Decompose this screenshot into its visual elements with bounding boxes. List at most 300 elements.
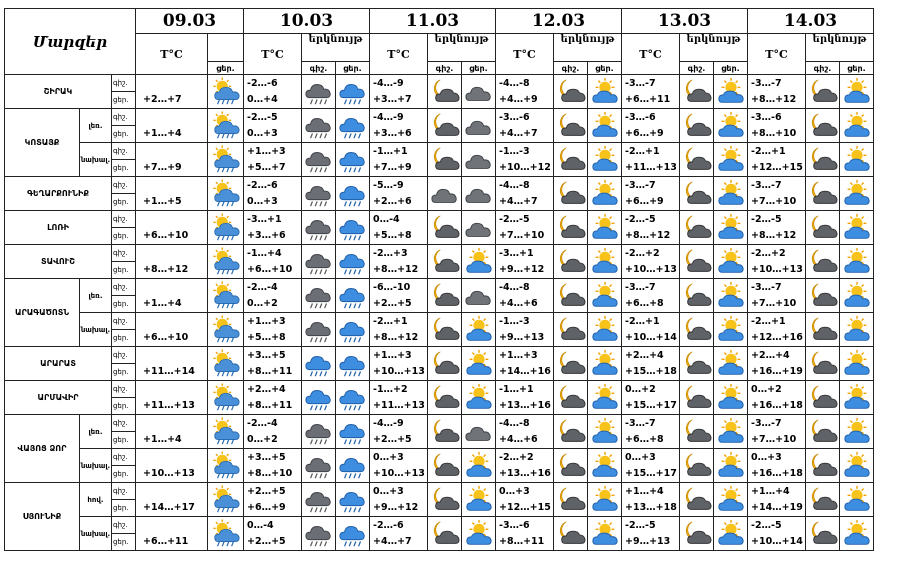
date-row: [5, 9, 874, 34]
night-temperature: -1…+1: [499, 383, 534, 395]
cloud-rain-icon: [336, 145, 369, 175]
day-temperature: +2…+5: [373, 433, 412, 445]
moon-cloud-icon: [680, 519, 713, 549]
day-temperature: +6…+9: [625, 195, 664, 207]
weather-icon-cell: [302, 381, 336, 415]
weather-icon-cell: [840, 347, 874, 381]
temperature-cell: [370, 211, 428, 245]
weather-icon-cell: [806, 381, 840, 415]
night-temperature: 0…-4: [247, 519, 274, 531]
daynight-labels: [112, 245, 136, 279]
region-name: ԱՐԱԳԱԾՈՏՆ: [5, 279, 80, 347]
dark-cloud-icon: [462, 111, 495, 141]
sun-cloud-icon: [714, 451, 747, 481]
sun-cloud-icon: [840, 145, 873, 175]
day-temperature: +8…+12: [373, 263, 419, 275]
moon-cloud-icon: [428, 281, 461, 311]
night-temperature: +1…+3: [499, 349, 538, 361]
sun-cloud-icon: [588, 417, 621, 447]
sun-cloud-icon: [714, 213, 747, 243]
day-label: ցեր.: [112, 465, 135, 482]
sun-cloud-icon: [462, 451, 495, 481]
temperature-cell: [622, 381, 680, 415]
weather-icon-cell: [554, 109, 588, 143]
weather-icon-cell: [680, 279, 714, 313]
weather-icon-cell: [336, 279, 370, 313]
moon-cloud-icon: [806, 77, 839, 107]
temperature-cell: [748, 143, 806, 177]
cloud-rain-icon: [336, 111, 369, 141]
weather-icon-cell: [428, 75, 462, 109]
weather-icon-cell: [428, 177, 462, 211]
night-temperature: +1…+3: [247, 145, 286, 157]
day-label: ցեր.: [112, 193, 135, 210]
sun-cloud-icon: [588, 315, 621, 345]
cloud-rain-icon: [336, 383, 369, 413]
night-temperature: -3…-7: [751, 281, 782, 293]
weather-icon-cell: [462, 245, 496, 279]
sun-cloud-icon: [588, 451, 621, 481]
night-temperature: -3…-7: [625, 281, 656, 293]
dark-cloud-icon: [462, 77, 495, 107]
night-temperature: 0…+3: [373, 485, 404, 497]
weather-icon-cell: [806, 517, 840, 551]
daynight-labels: [112, 211, 136, 245]
weather-icon-cell: [806, 449, 840, 483]
day-temperature: 0…+2: [247, 433, 278, 445]
day-temperature: +10…+12: [499, 161, 551, 173]
weather-icon-cell: [554, 517, 588, 551]
weather-icon-cell: [554, 177, 588, 211]
sun-cloud-icon: [462, 349, 495, 379]
sun-cloud-rain-icon: [208, 179, 243, 209]
night-label: գիշ.: [113, 521, 128, 529]
weather-icon-cell: [714, 143, 748, 177]
weather-icon-cell: [806, 483, 840, 517]
day-temperature: +9…+12: [373, 501, 419, 513]
moon-cloud-icon: [554, 179, 587, 209]
day-subheader: ցեր.: [588, 62, 622, 75]
region-name: ԳԵՂԱՐՔՈՒՆԻՔ: [5, 177, 112, 211]
table-row: [5, 313, 874, 347]
day-temperature: +16…+18: [751, 467, 803, 479]
region-name: ԱՐՄԱՎԻՐ: [5, 381, 112, 415]
moon-cloud-icon: [680, 145, 713, 175]
temperature-cell: [370, 415, 428, 449]
dark-cloud-icon: [462, 145, 495, 175]
night-temperature: -2…-5: [625, 213, 656, 225]
region-name: ՎԱՅՈՑ ՁՈՐ: [5, 415, 80, 483]
day-temperature: +3…+6: [247, 229, 286, 241]
moon-cloud-icon: [554, 281, 587, 311]
moon-cloud-icon: [554, 111, 587, 141]
cloud-rain-icon: [336, 179, 369, 209]
weather-icon-cell: [208, 177, 244, 211]
temperature-cell: [496, 143, 554, 177]
table-row: [5, 483, 874, 517]
dark-cloud-rain-icon: [302, 213, 335, 243]
day-temperature: +1…+4: [143, 127, 182, 139]
temperature-cell: [622, 449, 680, 483]
moon-cloud-icon: [554, 77, 587, 107]
moon-cloud-icon: [680, 111, 713, 141]
night-temperature: -4…-8: [499, 179, 530, 191]
day-temperature: +1…+5: [143, 195, 182, 207]
temperature-cell: [136, 313, 208, 347]
day-temperature: +3…+7: [373, 93, 412, 105]
temperature-cell: [496, 177, 554, 211]
day-subheader: ցեր.: [462, 62, 496, 75]
night-label: գիշ.: [113, 487, 128, 495]
day-temperature: +7…+10: [751, 297, 797, 309]
day-label: ցեր.: [112, 329, 135, 346]
temperature-cell: [136, 245, 208, 279]
weather-icon-cell: [840, 381, 874, 415]
weather-icon-cell: [840, 449, 874, 483]
moon-cloud-icon: [554, 383, 587, 413]
weather-icon-cell: [208, 109, 244, 143]
sun-cloud-icon: [714, 145, 747, 175]
night-temperature: -3…-6: [499, 111, 530, 123]
temperature-cell: [496, 279, 554, 313]
cloud-rain-icon: [302, 383, 335, 413]
moon-cloud-icon: [680, 77, 713, 107]
moon-cloud-icon: [428, 383, 461, 413]
temperature-cell: [136, 347, 208, 381]
day-label: ցեր.: [112, 397, 135, 414]
day-temperature: +14…+16: [499, 365, 551, 377]
temperature-cell: [748, 415, 806, 449]
sun-cloud-rain-icon: [208, 315, 243, 345]
night-temperature: -4…-9: [373, 77, 404, 89]
day-temperature: +13…+18: [625, 501, 677, 513]
day-label: ցեր.: [112, 91, 135, 108]
weather-icon-cell: [336, 381, 370, 415]
night-temperature: -4…-8: [499, 77, 530, 89]
table-row: [5, 75, 874, 109]
daynight-labels: [112, 449, 136, 483]
moon-cloud-icon: [554, 213, 587, 243]
table-row: [5, 347, 874, 381]
moon-cloud-icon: [680, 349, 713, 379]
weather-icon-cell: [554, 279, 588, 313]
weather-icon-cell: [554, 75, 588, 109]
sun-cloud-icon: [588, 247, 621, 277]
day-temperature: +1…+4: [143, 433, 182, 445]
sun-cloud-icon: [840, 349, 873, 379]
weather-icon-cell: [806, 75, 840, 109]
weather-icon-cell: [588, 347, 622, 381]
weather-icon-cell: [462, 177, 496, 211]
night-temperature: +2…+5: [247, 485, 286, 497]
temperature-cell: [370, 279, 428, 313]
sun-cloud-icon: [588, 213, 621, 243]
temperature-cell: [244, 143, 302, 177]
weather-icon-cell: [714, 483, 748, 517]
sun-cloud-icon: [462, 315, 495, 345]
sun-cloud-rain-icon: [208, 145, 243, 175]
temperature-cell: [244, 313, 302, 347]
night-temperature: +3…+5: [247, 451, 286, 463]
night-temperature: +1…+3: [247, 315, 286, 327]
weather-icon-cell: [462, 347, 496, 381]
night-temperature: +1…+4: [751, 485, 790, 497]
weather-icon-cell: [208, 517, 244, 551]
temperature-cell: [244, 381, 302, 415]
weather-icon-cell: [588, 245, 622, 279]
night-temperature: -2…+2: [499, 451, 534, 463]
day-temperature: +3…+6: [373, 127, 412, 139]
temperature-cell: [244, 109, 302, 143]
day-temperature: +9…+13: [499, 331, 545, 343]
weather-icon-cell: [806, 211, 840, 245]
moon-cloud-icon: [554, 145, 587, 175]
weather-icon-cell: [554, 313, 588, 347]
sun-cloud-icon: [840, 77, 873, 107]
weather-icon-cell: [588, 211, 622, 245]
night-temperature: +1…+4: [625, 485, 664, 497]
sun-cloud-icon: [714, 281, 747, 311]
temperature-cell: [496, 313, 554, 347]
weather-icon-cell: [680, 211, 714, 245]
dark-cloud-icon: [462, 179, 495, 209]
weather-icon-cell: [428, 415, 462, 449]
weather-icon-cell: [680, 109, 714, 143]
temperature-cell: [136, 109, 208, 143]
weather-icon-cell: [462, 143, 496, 177]
night-label: գիշ.: [113, 351, 128, 359]
weather-icon-cell: [208, 381, 244, 415]
weather-icon-cell: [302, 279, 336, 313]
temperature-cell: [136, 143, 208, 177]
day-temperature: +8…+12: [751, 93, 797, 105]
sun-cloud-icon: [588, 383, 621, 413]
subregion-name: նախալ.: [80, 313, 112, 347]
sun-cloud-icon: [714, 349, 747, 379]
weather-icon-cell: [428, 143, 462, 177]
day-temperature: +6…+8: [625, 433, 664, 445]
subregion-name: նախալ.: [80, 449, 112, 483]
sun-cloud-rain-icon: [208, 485, 243, 515]
day-temperature: +10…+13: [143, 467, 195, 479]
moon-cloud-icon: [806, 145, 839, 175]
weather-icon-cell: [714, 279, 748, 313]
day-temperature: +10…+14: [625, 331, 677, 343]
weather-icon-cell: [428, 211, 462, 245]
night-temperature: -2…-6: [247, 77, 278, 89]
moon-cloud-icon: [806, 349, 839, 379]
moon-cloud-icon: [680, 451, 713, 481]
date-header: 12.03: [496, 9, 622, 34]
weather-icon-cell: [806, 279, 840, 313]
night-temperature: -3…-6: [751, 111, 782, 123]
weather-icon-cell: [554, 415, 588, 449]
weather-icon-cell: [714, 109, 748, 143]
day-temperature: +8…+12: [751, 229, 797, 241]
moon-cloud-icon: [428, 519, 461, 549]
region-name: ՇԻՐԱԿ: [5, 75, 112, 109]
sun-cloud-icon: [588, 281, 621, 311]
weather-icon-cell: [714, 381, 748, 415]
night-temperature: -2…+1: [751, 145, 786, 157]
day-temperature: +7…+10: [499, 229, 545, 241]
night-subheader: գիշ.: [806, 62, 840, 75]
cloud-rain-icon: [336, 519, 369, 549]
weather-icon-cell: [554, 381, 588, 415]
table-row: [5, 177, 874, 211]
night-temperature: -2…-4: [247, 281, 278, 293]
sun-cloud-icon: [714, 383, 747, 413]
day-temperature: +8…+11: [247, 399, 293, 411]
moon-cloud-icon: [428, 77, 461, 107]
day-temperature: +6…+9: [247, 501, 286, 513]
dark-cloud-rain-icon: [302, 451, 335, 481]
cloud-rain-icon: [336, 213, 369, 243]
day-temperature: 0…+4: [247, 93, 278, 105]
temperature-cell: [622, 211, 680, 245]
night-temperature: -3…-7: [625, 77, 656, 89]
night-label: գիշ.: [113, 385, 128, 393]
moon-cloud-icon: [806, 451, 839, 481]
day-temperature: +7…+10: [751, 195, 797, 207]
forecast-table: [4, 8, 874, 551]
weather-icon-cell: [302, 483, 336, 517]
weather-icon-cell: [462, 517, 496, 551]
moon-cloud-icon: [428, 145, 461, 175]
night-label: գիշ.: [113, 419, 128, 427]
temperature-cell: [136, 211, 208, 245]
day-temperature: +4…+7: [373, 535, 412, 547]
moon-cloud-icon: [806, 281, 839, 311]
cloud-rain-icon: [336, 247, 369, 277]
dark-cloud-rain-icon: [302, 281, 335, 311]
weather-icon-cell: [840, 245, 874, 279]
moon-cloud-icon: [428, 451, 461, 481]
sun-cloud-icon: [588, 179, 621, 209]
night-temperature: -3…+1: [499, 247, 534, 259]
sun-cloud-icon: [840, 485, 873, 515]
dark-cloud-icon: [462, 281, 495, 311]
weather-icon-cell: [428, 245, 462, 279]
daynight-labels: [112, 143, 136, 177]
day-temperature: +10…+13: [625, 263, 677, 275]
moon-cloud-icon: [428, 417, 461, 447]
day-temperature: +8…+12: [143, 263, 189, 275]
night-temperature: -3…-6: [625, 111, 656, 123]
weather-icon-cell: [680, 483, 714, 517]
temperature-cell: [496, 75, 554, 109]
night-temperature: -2…+2: [625, 247, 660, 259]
cloud-rain-icon: [336, 77, 369, 107]
region-header: Մարզեր: [5, 9, 136, 75]
daynight-labels: [112, 313, 136, 347]
weather-icon-cell: [302, 75, 336, 109]
moon-cloud-icon: [806, 213, 839, 243]
weather-icon-cell: [806, 177, 840, 211]
weather-icon-cell: [554, 245, 588, 279]
day-temperature: +4…+9: [499, 93, 538, 105]
moon-cloud-icon: [806, 485, 839, 515]
sun-cloud-rain-icon: [208, 349, 243, 379]
cloud-header-blank: [208, 34, 244, 62]
sun-cloud-icon: [840, 111, 873, 141]
temperature-cell: [748, 313, 806, 347]
day-temperature: +6…+11: [143, 535, 189, 547]
weather-icon-cell: [680, 177, 714, 211]
table-row: [5, 449, 874, 483]
night-subheader: գիշ.: [554, 62, 588, 75]
weather-icon-cell: [336, 245, 370, 279]
sun-cloud-icon: [714, 77, 747, 107]
moon-cloud-icon: [554, 247, 587, 277]
night-temperature: -2…-5: [751, 519, 782, 531]
day-temperature: 0…+3: [247, 195, 278, 207]
sun-cloud-icon: [462, 247, 495, 277]
day-temperature: +7…+9: [143, 161, 182, 173]
sun-cloud-icon: [714, 179, 747, 209]
weather-icon-cell: [428, 517, 462, 551]
day-subheader: ցեր.: [336, 62, 370, 75]
temperature-cell: [370, 517, 428, 551]
weather-icon-cell: [840, 109, 874, 143]
daynight-labels: [112, 177, 136, 211]
temperature-cell: [496, 449, 554, 483]
day-temperature: +11…+13: [143, 399, 195, 411]
dark-cloud-rain-icon: [302, 111, 335, 141]
dark-cloud-rain-icon: [302, 145, 335, 175]
day-temperature: +9…+13: [625, 535, 671, 547]
weather-icon-cell: [428, 279, 462, 313]
table-row: [5, 143, 874, 177]
night-label: գիշ.: [113, 181, 128, 189]
temperature-cell: [370, 347, 428, 381]
sun-cloud-icon: [588, 519, 621, 549]
weather-icon-cell: [302, 313, 336, 347]
weather-icon-cell: [806, 245, 840, 279]
night-temperature: -2…+1: [751, 315, 786, 327]
weather-icon-cell: [462, 381, 496, 415]
table-row: [5, 245, 874, 279]
night-temperature: 0…-4: [373, 213, 400, 225]
weather-icon-cell: [462, 109, 496, 143]
moon-cloud-icon: [806, 417, 839, 447]
night-temperature: -4…-9: [373, 417, 404, 429]
sun-cloud-icon: [462, 485, 495, 515]
dark-cloud-rain-icon: [302, 315, 335, 345]
temperature-cell: [244, 347, 302, 381]
weather-icon-cell: [714, 415, 748, 449]
weather-icon-cell: [208, 347, 244, 381]
night-temperature: -2…+1: [625, 145, 660, 157]
weather-icon-cell: [714, 211, 748, 245]
day-temperature: +15…+17: [625, 399, 677, 411]
sun-cloud-icon: [588, 111, 621, 141]
weather-icon-cell: [680, 449, 714, 483]
weather-icon-cell: [208, 483, 244, 517]
sun-cloud-rain-icon: [208, 247, 243, 277]
day-temperature: +6…+10: [247, 263, 293, 275]
weather-icon-cell: [462, 211, 496, 245]
moon-cloud-icon: [554, 417, 587, 447]
day-temperature: +2…+5: [247, 535, 286, 547]
table-row: [5, 279, 874, 313]
weather-icon-cell: [554, 211, 588, 245]
sun-cloud-icon: [588, 145, 621, 175]
weather-icon-cell: [302, 211, 336, 245]
day-temperature: +10…+13: [751, 263, 803, 275]
weather-icon-cell: [208, 313, 244, 347]
temperature-cell: [370, 449, 428, 483]
